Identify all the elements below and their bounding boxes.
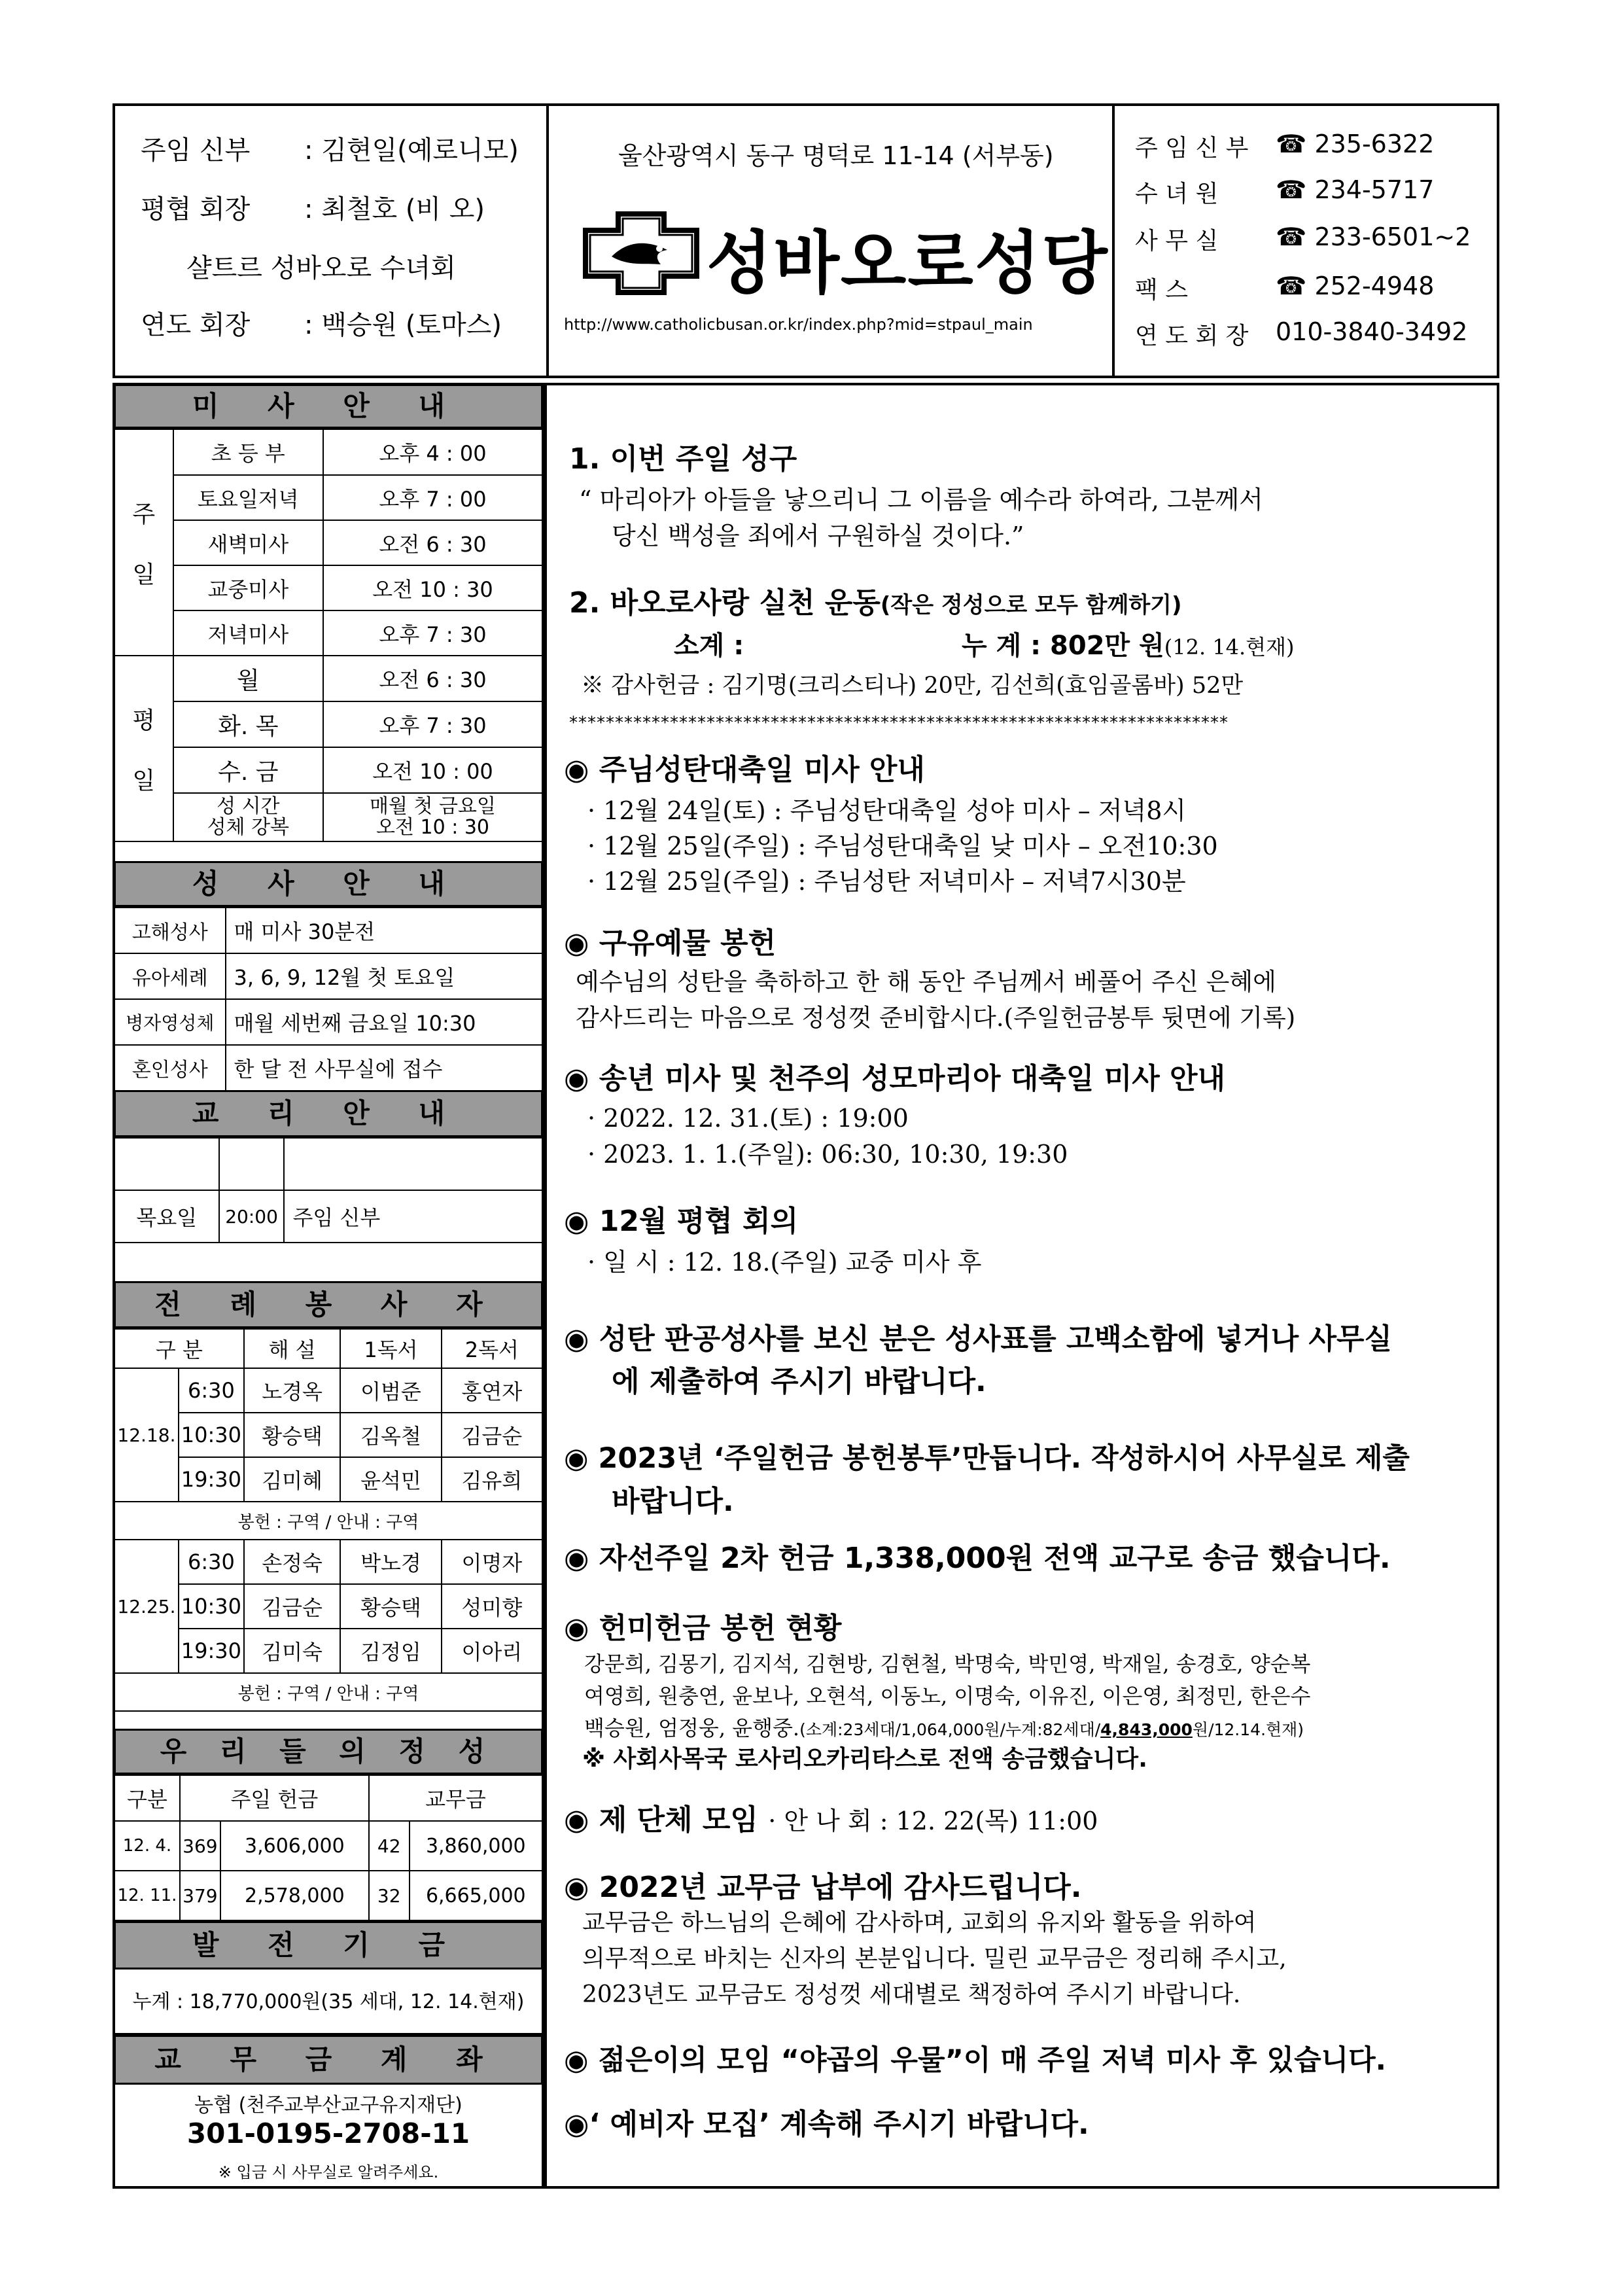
mite-line: 강문희, 김몽기, 김지석, 김현방, 김현철, 박명숙, 박민영, 박재일, 송경호, 양순복 (584, 1651, 1311, 1676)
servers-header: 2독서 (442, 1329, 542, 1368)
sacrament-name: 고해성사 (114, 908, 226, 953)
bullet-icon: ◉ (564, 753, 589, 786)
header-label: 주임 신부 (141, 135, 251, 166)
offering-date: 12. 4. (114, 1821, 180, 1871)
servers-date: 12.18. (114, 1368, 179, 1502)
mass-time: 오전 10 : 30 (323, 565, 542, 610)
bullet-icon: ◉ (564, 927, 589, 960)
server-name: 황승택 (340, 1584, 441, 1629)
offering-amount: 3,606,000 (220, 1821, 369, 1871)
envelope-line: 바랍니다. (612, 1485, 734, 1518)
server-name: 황승택 (244, 1413, 340, 1457)
verse-title: 1. 이번 주일 성구 (569, 442, 797, 476)
server-name: 홍연자 (442, 1368, 542, 1413)
offering-section-title: 우 리 들 의 정 성 (114, 1729, 543, 1775)
servers-time: 10:30 (179, 1584, 244, 1629)
star-divider: ************************************************************************ (569, 713, 1229, 733)
offering-header: 주일 헌금 (180, 1775, 369, 1821)
newyear-line: · 2023. 1. 1.(주일): 06:30, 10:30, 19:30 (587, 1140, 1068, 1169)
group-title: ◉ 제 단체 모임 · 안 나 회 : 12. 22(목) 11:00 (564, 1803, 1098, 1837)
account-bank: 농협 (천주교부산교구유지재단) (194, 2094, 462, 2117)
dues-line: 2023년도 교무금도 정성껏 세대별로 책정하여 주시기 바랍니다. (582, 1981, 1241, 2008)
server-name: 김미숙 (244, 1629, 340, 1673)
gift-line: 예수님의 성탄을 축하하고 한 해 동안 주님께서 베풀어 주신 은혜에 (576, 968, 1276, 996)
offering-count: 32 (369, 1871, 410, 1920)
newyear-line: · 2022. 12. 31.(토) : 19:00 (587, 1104, 909, 1133)
charity-line: ◉ 자선주일 2차 헌금 1,338,000원 전액 교구로 송금 했습니다. (564, 1542, 1391, 1575)
xmas-line: · 12월 25일(주일) : 주님성탄 저녁미사 – 저녁7시30분 (587, 867, 1186, 896)
doctrine-table (114, 1137, 543, 1243)
church-address: 울산광역시 동구 명덕로 11-14 (서부동) (618, 141, 1054, 170)
doctrine-section-title: 교 리 안 내 (114, 1090, 543, 1137)
bullet-icon: ◉ (564, 2044, 589, 2077)
servers-time: 10:30 (179, 1413, 244, 1457)
confession-line: ◉ 성탄 판공성사를 보신 분은 성사표를 고백소함에 넣거나 사무실 (564, 1322, 1393, 1356)
doctrine-day: 목요일 (114, 1190, 219, 1243)
xmas-line: · 12월 25일(주일) : 주님성탄대축일 낮 미사 – 오전10:30 (587, 832, 1218, 860)
contact-label: 수 녀 원 (1135, 181, 1219, 207)
doctrine-who: 주임 신부 (284, 1190, 542, 1243)
offering-count: 379 (180, 1871, 220, 1920)
bullet-icon: ◉ (564, 1612, 589, 1645)
offering-table (114, 1775, 543, 1921)
server-name: 김미혜 (244, 1457, 340, 1502)
phone-icon: ☎ (1276, 222, 1307, 251)
sacrament-section-title: 성 사 안 내 (114, 861, 543, 907)
church-name: 성바오로성당 (707, 223, 1109, 303)
offering-count: 369 (180, 1821, 220, 1871)
server-name: 성미향 (442, 1584, 542, 1629)
dues-line: 교무금은 하느님의 은혜에 감사하며, 교회의 유지와 활동을 위하여 (582, 1909, 1257, 1936)
fund-section-title: 발 전 기 금 (114, 1921, 543, 1969)
envelope-line: ◉ 2023년 ‘주일헌금 봉헌봉투’만듭니다. 작성하시어 사무실로 제출 (564, 1442, 1410, 1475)
dues-line: 의무적으로 바치는 신자의 본분입니다. 밀린 교무금은 정리해 주시고, (582, 1945, 1287, 1972)
mass-name: 월 (173, 656, 323, 701)
sacrament-desc: 매 미사 30분전 (226, 908, 543, 953)
sacrament-desc: 3, 6, 9, 12월 첫 토요일 (226, 953, 543, 999)
server-name: 이범준 (340, 1368, 441, 1413)
contact-label: 사 무 실 (1135, 228, 1219, 255)
contact-label: 연 도 회 장 (1135, 323, 1249, 349)
verse-line: “ 마리아가 아들을 낳으리니 그 이름을 예수라 하여라, 그분께서 (579, 486, 1263, 514)
mass-time: 오후 7 : 30 (323, 610, 542, 656)
contact-phone: 233-6501~2 (1314, 222, 1471, 251)
header-divider-left (546, 103, 549, 378)
mass-time: 오전 10 : 00 (323, 747, 542, 793)
contact-phone: 252-4948 (1314, 272, 1435, 300)
offering-amount: 2,578,000 (220, 1871, 369, 1920)
dues-title: ◉ 2022년 교무금 납부에 감사드립니다. (564, 1871, 1082, 1904)
offering-amount: 6,665,000 (410, 1871, 542, 1920)
server-name: 박노경 (340, 1540, 441, 1584)
sacrament-name: 병자영성체 (114, 999, 226, 1045)
contact-phone: 010-3840-3492 (1276, 317, 1468, 346)
bullet-icon: ◉ (564, 1062, 589, 1095)
bullet-icon: ◉ (564, 1322, 589, 1356)
sacrament-desc: 매월 세번째 금요일 10:30 (226, 999, 543, 1045)
mass-name: 화. 목 (173, 701, 323, 747)
server-name: 이명자 (442, 1540, 542, 1584)
contact-label: 팩 스 (1135, 277, 1188, 304)
gift-line: 감사드리는 마음으로 정성껏 준비합시다.(주일헌금봉투 뒷면에 기록) (576, 1004, 1296, 1032)
mass-name: 새벽미사 (173, 520, 323, 565)
bullet-icon: ◉ (564, 1542, 589, 1575)
bullet-icon: ◉ (564, 1205, 589, 1238)
offering-count: 42 (369, 1821, 410, 1871)
servers-date: 12.25. (114, 1540, 179, 1673)
mass-time: 오전 6 : 30 (323, 656, 542, 701)
offering-date: 12. 11. (114, 1871, 180, 1920)
gift-title: ◉ 구유예물 봉헌 (564, 927, 777, 960)
sacrament-table (114, 907, 543, 1091)
header-label: 평협 회장 (141, 194, 251, 224)
paul-love-title: 2. 바오로사랑 실천 운동(작은 정성으로 모두 함께하기) (569, 586, 1182, 620)
header-label: 연도 회장 (141, 310, 251, 340)
servers-note: 봉헌 : 구역 / 안내 : 구역 (114, 1502, 542, 1540)
header-value: 샬트르 성바오로 수녀회 (186, 253, 456, 283)
server-name: 김금순 (244, 1584, 340, 1629)
paul-love-total: 누 계 : 802만 원(12. 14.현재) (962, 631, 1295, 661)
server-name: 손정숙 (244, 1540, 340, 1584)
mite-note: ※ 사회사목국 로사리오카리타스로 전액 송금했습니다. (582, 1746, 1147, 1773)
xmas-line: · 12월 24일(토) : 주님성탄대축일 성야 미사 – 저녁8시 (587, 796, 1187, 825)
council-line: · 일 시 : 12. 18.(주일) 교중 미사 후 (587, 1248, 982, 1277)
contact-phone: 234-5717 (1314, 175, 1435, 204)
doctrine-time: 20:00 (219, 1190, 285, 1243)
verse-line: 당신 백성을 죄에서 구원하실 것이다.” (612, 521, 1024, 550)
mass-name: 교중미사 (173, 565, 323, 610)
offering-amount: 3,860,000 (410, 1821, 542, 1871)
mite-summary: (소계:23세대/1,064,000원/누계:82세대/4,843,000원/12.14.현재) (799, 1720, 1304, 1739)
server-name: 윤석민 (340, 1457, 441, 1502)
mass-section-title: 미 사 안 내 (114, 384, 543, 429)
weekday-label: 평 일 (114, 656, 173, 841)
servers-time: 19:30 (179, 1629, 244, 1673)
bullet-icon: ◉ (564, 2108, 589, 2141)
header-value: : 김현일(예로니모) (304, 135, 519, 166)
mass-time: 오후 4 : 00 (323, 429, 542, 475)
server-name: 김정임 (340, 1629, 441, 1673)
mass-name: 성 시간 성체 강복 (173, 793, 323, 841)
sacrament-desc: 한 달 전 사무실에 접수 (226, 1045, 543, 1091)
servers-time: 19:30 (179, 1457, 244, 1502)
mass-table (114, 429, 543, 842)
servers-time: 6:30 (179, 1540, 244, 1584)
confession-line: 에 제출하여 주시기 바랍니다. (612, 1365, 986, 1398)
servers-header: 구 분 (114, 1329, 244, 1368)
servers-table (114, 1328, 543, 1712)
mass-time: 오후 7 : 00 (323, 475, 542, 520)
thanks-offering: ※ 감사헌금 : 김기명(크리스티나) 20만, 김선희(효임골롬바) 52만 (581, 673, 1244, 699)
mass-time: 매월 첫 금요일 오전 10 : 30 (323, 793, 542, 841)
mite-line: 여영희, 원충연, 윤보나, 오현석, 이동노, 이명숙, 이유진, 이은영, 최정민, 한은수 (584, 1684, 1311, 1708)
sacrament-name: 혼인성사 (114, 1045, 226, 1091)
newyear-title: ◉ 송년 미사 및 천주의 성모마리아 대축일 미사 안내 (564, 1062, 1226, 1095)
account-note: ※ 입금 시 사무실로 알려주세요. (218, 2163, 439, 2181)
bullet-icon: ◉ (564, 1442, 589, 1475)
fund-text: 누계 : 18,770,000원(35 세대, 12. 14.현재) (114, 1969, 543, 2035)
mass-name: 토요일저녁 (173, 475, 323, 520)
account-section-title: 교 무 금 계 좌 (114, 2035, 543, 2085)
contact-phone: 235-6322 (1314, 130, 1435, 158)
phone-icon: ☎ (1276, 272, 1307, 300)
servers-header: 해 설 (244, 1329, 340, 1368)
church-url: http://www.catholicbusan.or.kr/index.php?mid=stpaul_main (564, 315, 1033, 334)
offering-header: 교무금 (369, 1775, 542, 1821)
sunday-label: 주 일 (114, 429, 173, 656)
header-value: : 백승원 (토마스) (304, 310, 502, 340)
offering-header: 구분 (114, 1775, 180, 1821)
server-name: 이아리 (442, 1629, 542, 1673)
server-name: 김옥철 (340, 1413, 441, 1457)
mite-line: 백승원, 엄정웅, 윤행중.(소계:23세대/1,064,000원/누계:82세대/4,843,000원/12.14.현재) (584, 1716, 1304, 1740)
paul-love-subtotal: 소계 : (674, 631, 744, 661)
mass-name: 수. 금 (173, 747, 323, 793)
contact-label: 주 임 신 부 (1135, 135, 1249, 162)
xmas-title: ◉ 주님성탄대축일 미사 안내 (564, 753, 925, 786)
servers-header: 1독서 (340, 1329, 441, 1368)
phone-icon: ☎ (1276, 130, 1307, 158)
mass-name: 초 등 부 (173, 429, 323, 475)
header-value: : 최철호 (비 오) (304, 194, 485, 224)
phone-icon: ☎ (1276, 175, 1307, 204)
mass-time: 오후 7 : 30 (323, 701, 542, 747)
mass-time: 오전 6 : 30 (323, 520, 542, 565)
server-name: 김금순 (442, 1413, 542, 1457)
server-name: 김유희 (442, 1457, 542, 1502)
servers-section-title: 전 례 봉 사 자 (114, 1281, 543, 1328)
header-divider-right (1112, 103, 1115, 378)
servers-time: 6:30 (179, 1368, 244, 1413)
catechumen-line: ◉‘ 예비자 모집’ 계속해 주시기 바랍니다. (564, 2108, 1089, 2141)
mite-title: ◉ 헌미헌금 봉헌 현황 (564, 1612, 842, 1645)
server-name: 노경옥 (244, 1368, 340, 1413)
account-number: 301-0195-2708-11 (186, 2117, 470, 2149)
servers-note: 봉헌 : 구역 / 안내 : 구역 (114, 1673, 542, 1711)
bullet-icon: ◉ (564, 1871, 589, 1904)
sacrament-name: 유아세례 (114, 953, 226, 999)
bullet-icon: ◉ (564, 1803, 589, 1837)
council-title: ◉ 12월 평협 회의 (564, 1205, 799, 1238)
youth-line: ◉ 젊은이의 모임 “야곱의 우물”이 매 주일 저녁 미사 후 있습니다. (564, 2044, 1387, 2077)
church-logo-icon (582, 211, 700, 296)
mass-name: 저녁미사 (173, 610, 323, 656)
